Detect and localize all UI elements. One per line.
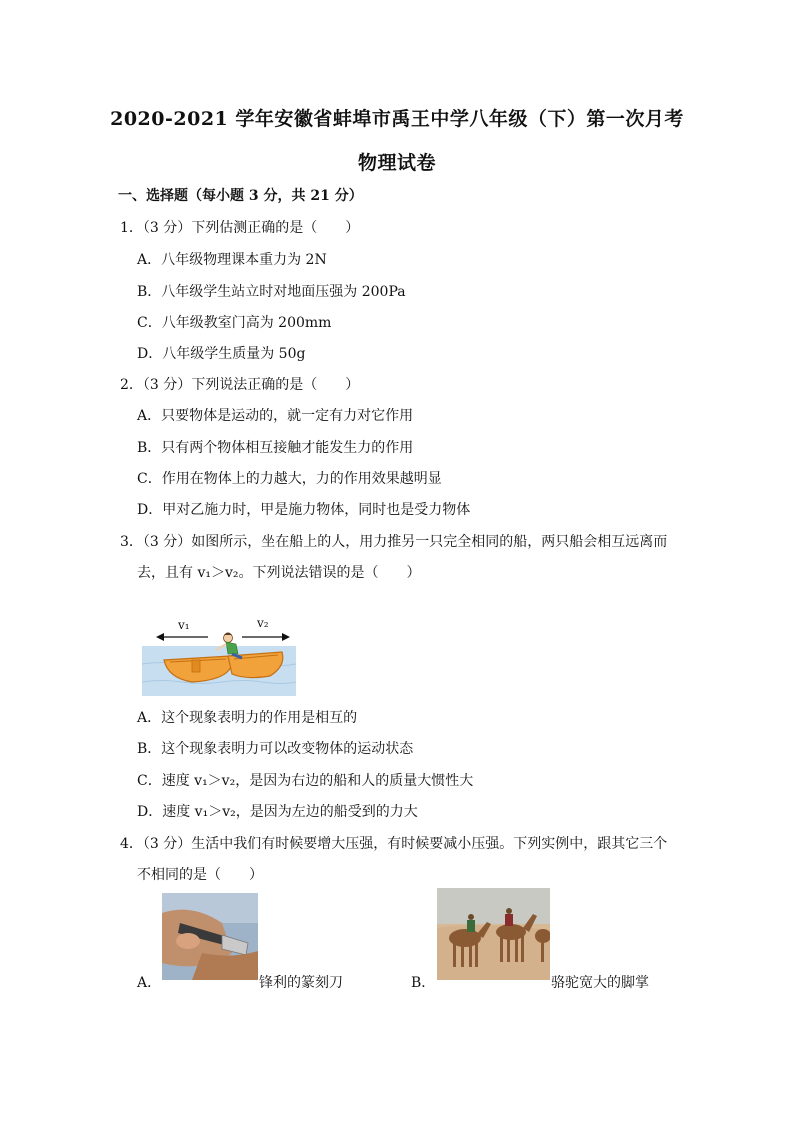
- question-2-option-a: A．只要物体是运动的，就一定有力对它作用: [137, 408, 414, 424]
- section-heading: 一、选择题（每小题 3 分，共 21 分）: [118, 188, 363, 204]
- question-1-option-d: D．八年级学生质量为 50g: [137, 346, 306, 362]
- boats-figure: [142, 612, 296, 696]
- question-3-option-a: A．这个现象表明力的作用是相互的: [137, 710, 358, 726]
- question-3-stem-line2: 去，且有 v₁＞v₂。下列说法错误的是（ ）: [137, 565, 421, 581]
- question-4-option-b-letter: B．: [411, 975, 436, 991]
- question-1-stem: 1．（3 分）下列估测正确的是（ ）: [120, 220, 360, 236]
- question-2-option-d: D．甲对乙施力时，甲是施力物体，同时也是受力物体: [137, 502, 471, 518]
- paper-title-line1: 2020-2021 学年安徽省蚌埠市禹王中学八年级（下）第一次月考: [110, 108, 684, 130]
- question-3-option-c: C．速度 v₁＞v₂，是因为右边的船和人的质量大惯性大: [137, 773, 474, 789]
- v2-label: v₂: [257, 616, 269, 630]
- paper-title-line2: 物理试卷: [357, 152, 436, 174]
- question-2-stem: 2．（3 分）下列说法正确的是（ ）: [120, 377, 360, 393]
- question-4-stem-line2: 不相同的是（ ）: [137, 867, 263, 883]
- question-3-option-d: D．速度 v₁＞v₂，是因为左边的船受到的力大: [137, 804, 418, 820]
- question-1-option-b: B．八年级学生站立时对地面压强为 200Pa: [137, 284, 406, 300]
- question-2-option-b: B．只有两个物体相互接触才能发生力的作用: [137, 440, 414, 456]
- question-4-option-a-letter: A．: [137, 975, 162, 991]
- v1-label: v₁: [178, 618, 190, 632]
- question-2-option-c: C．作用在物体上的力越大，力的作用效果越明显: [137, 471, 442, 487]
- carving-knife-photo: [162, 893, 258, 980]
- question-4-option-b-caption: 骆驼宽大的脚掌: [551, 975, 649, 991]
- question-3-stem-line1: 3．（3 分）如图所示，坐在船上的人，用力推另一只完全相同的船，两只船会相互远离而: [120, 534, 668, 550]
- question-1-option-c: C．八年级教室门高为 200mm: [137, 315, 332, 331]
- question-4-stem-line1: 4．（3 分）生活中我们有时候要增大压强，有时候要减小压强。下列实例中，跟其它三个: [120, 836, 668, 852]
- question-1-option-a: A．八年级物理课本重力为 2N: [137, 252, 327, 268]
- question-4-option-a-caption: 锋利的篆刻刀: [259, 975, 343, 991]
- camels-photo: [437, 888, 550, 980]
- question-3-option-b: B．这个现象表明力可以改变物体的运动状态: [137, 741, 414, 757]
